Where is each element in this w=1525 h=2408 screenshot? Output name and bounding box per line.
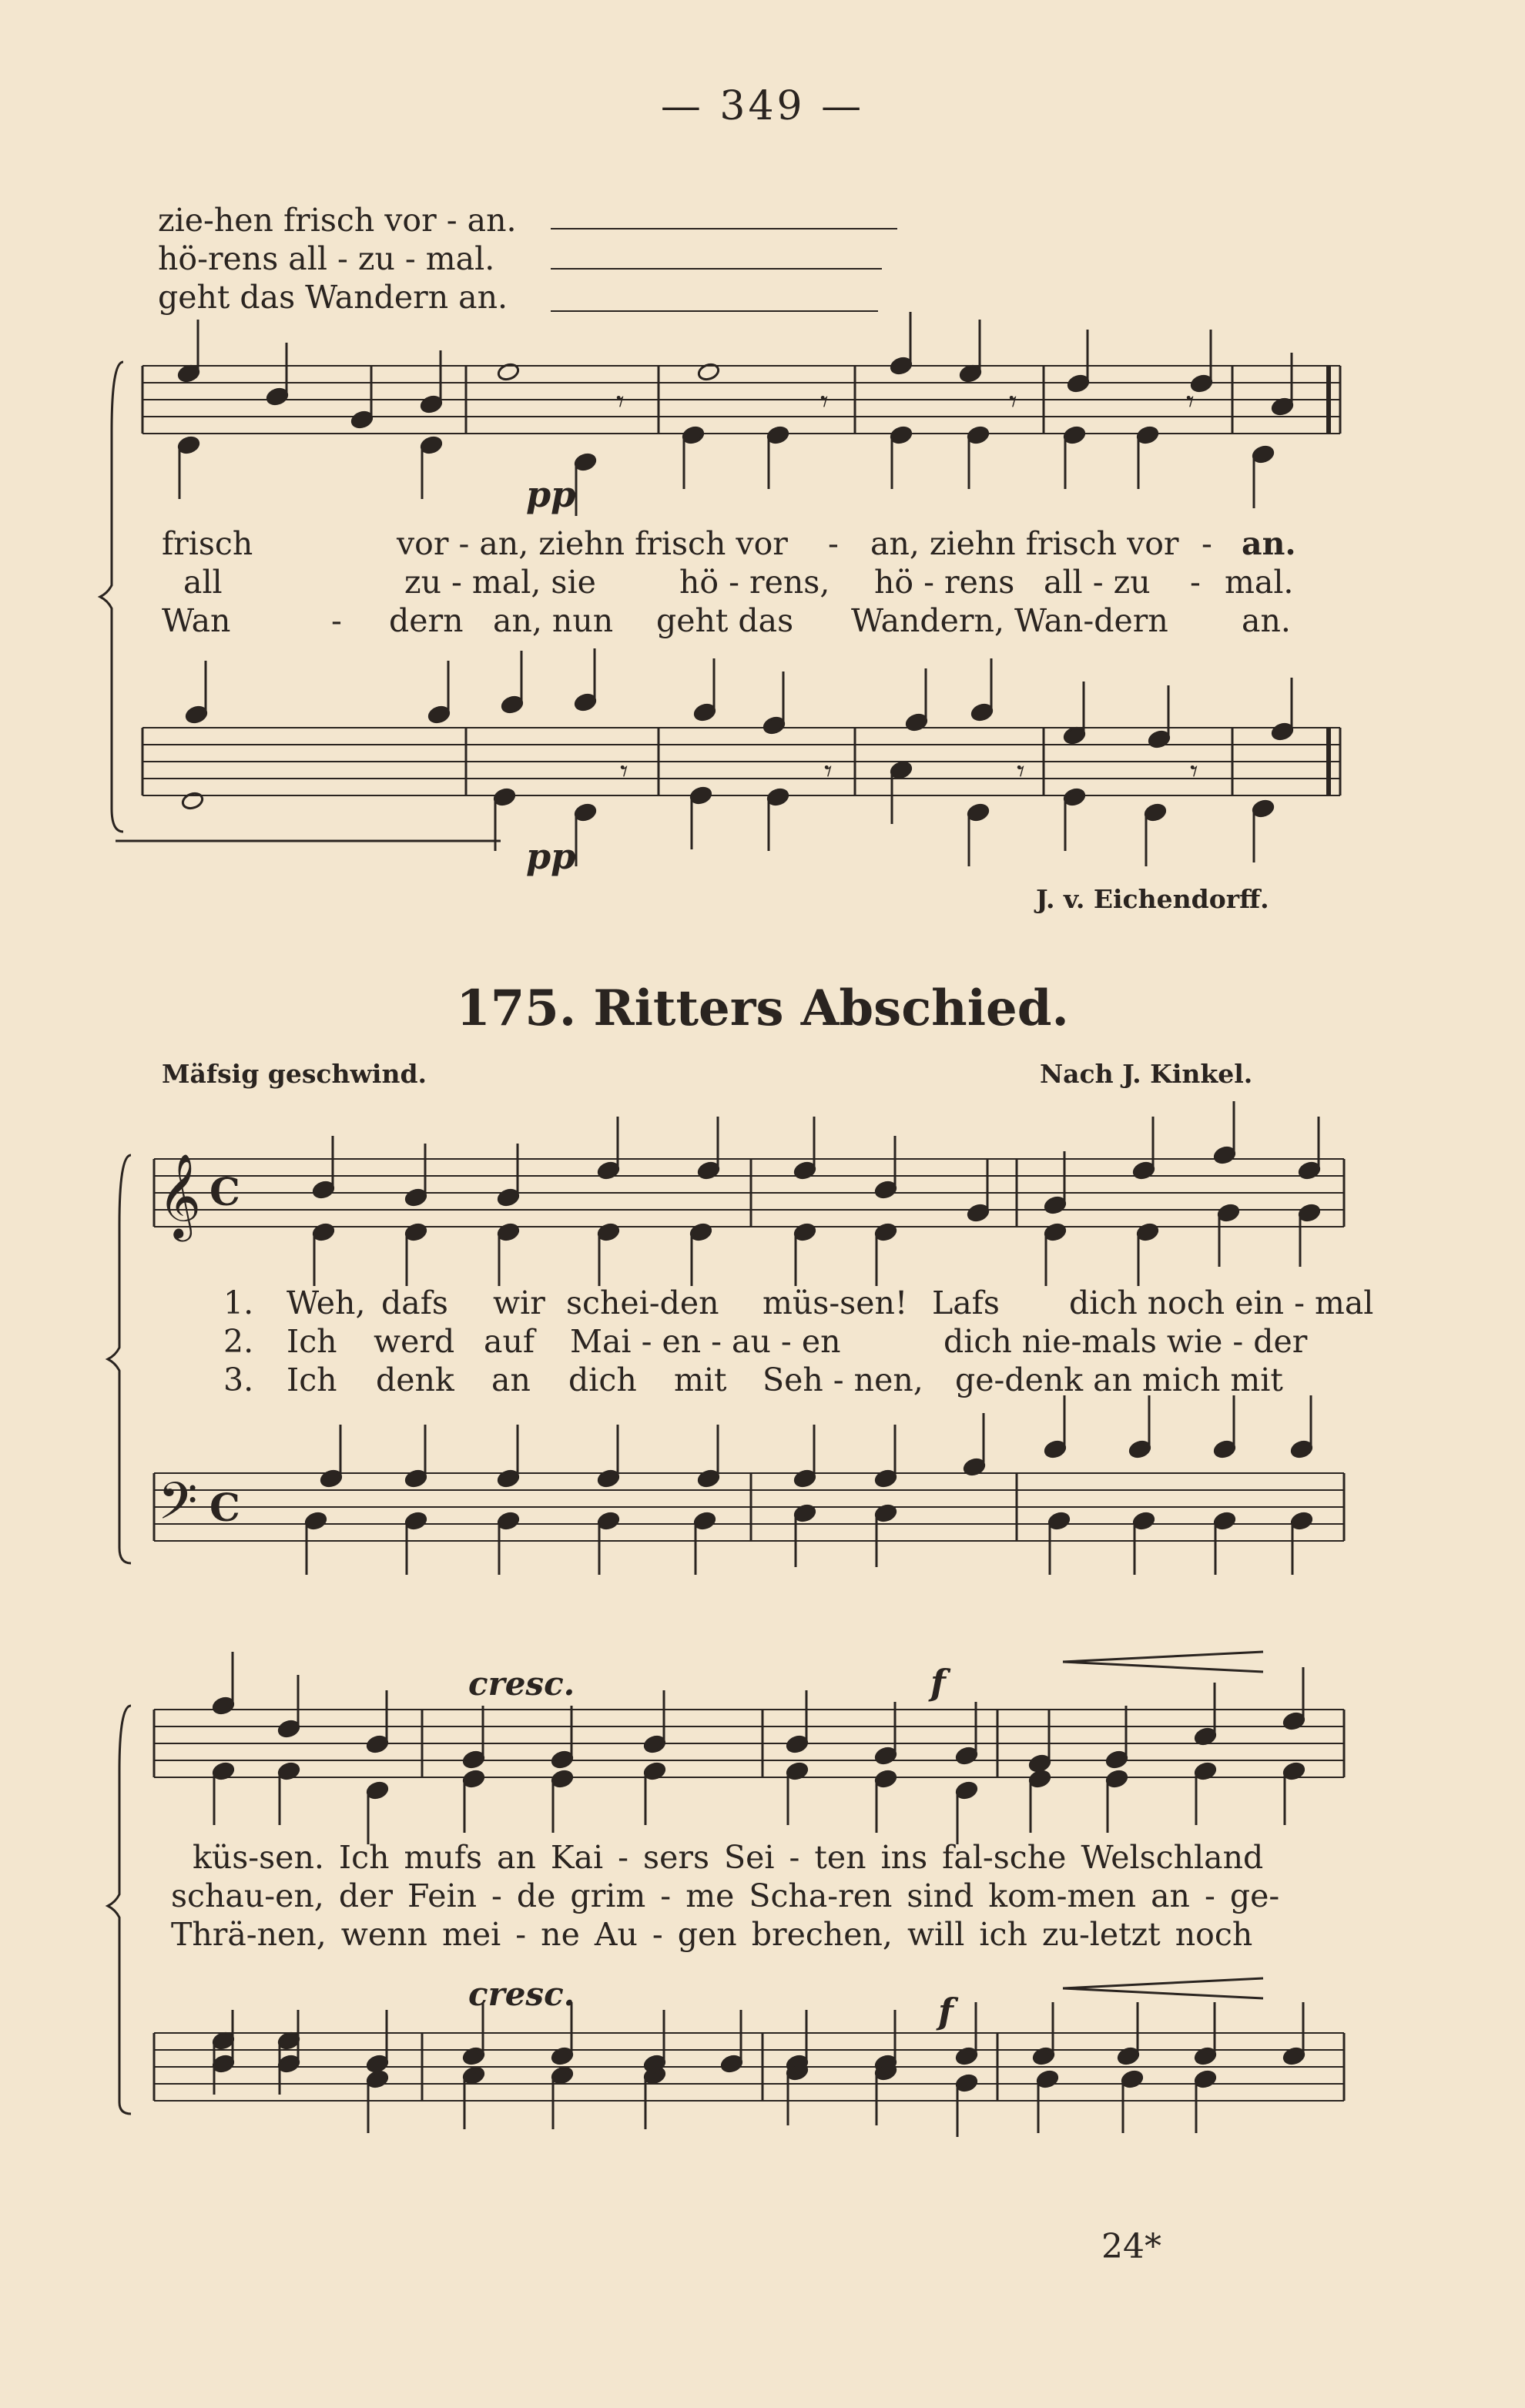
song-title: Ritters Abschied. <box>593 980 1069 1037</box>
tempo-marking: Mäfsig geschwind. <box>162 1059 427 1089</box>
carryover-line-2: hö-rens all - zu - mal. <box>158 240 495 277</box>
cresc-marking-1: cresc. <box>468 1665 575 1703</box>
verse-a3-w2: denk <box>376 1361 454 1398</box>
verse-1-line-1-d: an, ziehn frisch vor <box>870 525 1179 562</box>
rest-symbol: 𝄾 <box>620 754 628 789</box>
verse-1-line-1-f: an. <box>1242 525 1296 562</box>
rest-symbol: 𝄾 <box>824 754 833 789</box>
verse-1-line-2-b: zu - mal, sie <box>404 564 596 601</box>
verse-1-line-3-c: dern <box>389 602 464 639</box>
verse-a3-w7: ge-denk an mich mit <box>955 1361 1283 1398</box>
verse-a3-w3: an <box>491 1361 531 1398</box>
verse-a2-num: 2. <box>223 1323 254 1360</box>
verse-a1-w3: wir <box>493 1284 545 1321</box>
verse-a2-w2: werd <box>374 1323 455 1360</box>
system-brace <box>108 1706 131 2114</box>
note-head-s1-upper <box>697 362 721 382</box>
forte-marking-1: f <box>930 1662 946 1703</box>
verse-1-line-3-a: Wan <box>162 602 231 639</box>
carryover-line-3: geht das Wandern an. <box>158 279 508 316</box>
composer-credit: Nach J. Kinkel. <box>1040 1059 1253 1089</box>
verse-1-line-2-g: mal. <box>1225 564 1294 601</box>
verse-1-line-2-a: all <box>183 564 223 601</box>
verse-1-line-1-b: vor - an, ziehn frisch vor <box>397 525 788 562</box>
verse-1-line-2-e: all - zu <box>1044 564 1151 601</box>
verse-a2-w1: Ich <box>287 1323 337 1360</box>
verse-1-line-1-c: - <box>828 525 839 562</box>
note-head-s1-lower <box>181 791 205 811</box>
verse-a3-w5: mit <box>674 1361 727 1398</box>
rest-symbol: 𝄾 <box>1017 754 1025 789</box>
signature-mark: 24* <box>1101 2227 1161 2266</box>
verse-1-line-3-g: an. <box>1242 602 1291 639</box>
forte-marking-2: f <box>938 1991 954 2032</box>
rest-symbol: 𝄾 <box>1190 754 1198 789</box>
time-signature-c: C <box>209 1169 240 1214</box>
verse-a2-w5: dich nie-mals wie - der <box>943 1323 1308 1360</box>
verse-1-line-3-e: geht das <box>656 602 794 639</box>
attribution-eichendorff: J. v. Eichendorff. <box>1036 884 1269 914</box>
verse-1-line-3-b: - <box>331 602 342 639</box>
verse-a1-w7: dich noch ein - mal <box>1069 1284 1374 1321</box>
page-number: — 349 — <box>660 83 865 129</box>
verse-1-line-3-d: an, nun <box>493 602 614 639</box>
song-number: 175. <box>456 980 577 1037</box>
verse-a3-num: 3. <box>223 1361 254 1398</box>
verse-1-line-2-d: hö - rens <box>874 564 1015 601</box>
note-head-s1-upper <box>497 362 521 382</box>
rest-symbol: 𝄾 <box>1186 384 1195 420</box>
rest-symbol: 𝄾 <box>820 384 829 420</box>
system-brace <box>100 362 123 832</box>
treble-clef: 𝄞 <box>158 1154 202 1238</box>
verse-1-line-1-a: frisch <box>162 525 253 562</box>
system-brace <box>108 1155 131 1563</box>
verse-1-line-2-c: hö - rens, <box>679 564 830 601</box>
verse-1-line-1-e: - <box>1202 525 1212 562</box>
verse-1-line-3-f: Wandern, Wan-dern <box>851 602 1168 639</box>
dynamic-pp-1: pp <box>526 474 576 515</box>
crescendo-hairpin <box>1063 1652 1263 1662</box>
rest-symbol: 𝄾 <box>1009 384 1017 420</box>
dynamic-pp-2: pp <box>526 836 576 877</box>
verse-a2-w3: auf <box>484 1323 535 1360</box>
verse-a3-w1: Ich <box>287 1361 337 1398</box>
verse-b-line-1: küs-sen. Ich mufs an Kai - sers Sei - ten ins fal-sche Welschland <box>193 1839 1264 1876</box>
verse-a3-w6: Seh - nen, <box>762 1361 923 1398</box>
carryover-line-1: zie-hen frisch vor - an. <box>158 202 517 239</box>
verse-b-line-3: Thrä-nen, wenn mei - ne Au - gen brechen, will ich zu-letzt noch <box>171 1916 1253 1953</box>
cresc-marking-2: cresc. <box>468 1975 575 2013</box>
crescendo-hairpin <box>1063 1988 1263 1998</box>
verse-a1-w2: dafs <box>381 1284 448 1321</box>
verse-a1-w5: müs-sen! <box>762 1284 908 1321</box>
crescendo-hairpin <box>1063 1978 1263 1988</box>
verse-a1-w4: schei-den <box>566 1284 719 1321</box>
crescendo-hairpin <box>1063 1662 1263 1672</box>
verse-a3-w4: dich <box>568 1361 637 1398</box>
time-signature-c: C <box>209 1485 240 1530</box>
rest-symbol: 𝄾 <box>616 384 625 420</box>
verse-a1-num: 1. <box>223 1284 254 1321</box>
verse-1-line-2-f: - <box>1190 564 1201 601</box>
verse-a1-w1: Weh, <box>287 1284 366 1321</box>
verse-b-line-2: schau-en, der Fein - de grim - me Scha-ren sind kom-men an - ge- <box>171 1877 1280 1914</box>
verse-a1-w6: Lafs <box>932 1284 1000 1321</box>
bass-clef: 𝄢 <box>158 1472 198 1543</box>
verse-a2-w4: Mai - en - au - en <box>570 1323 841 1360</box>
